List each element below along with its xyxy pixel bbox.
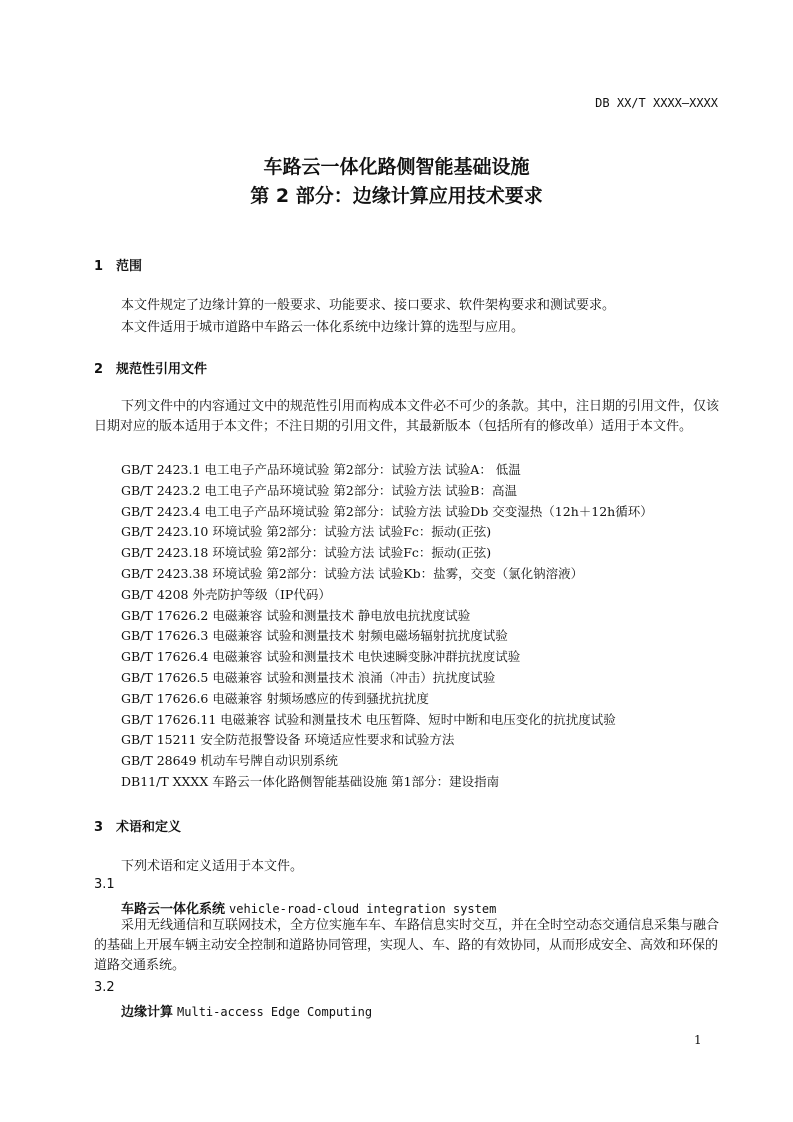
reference-item: GB/T 17626.11 电磁兼容 试验和测量技术 电压暂降、短时中断和电压变化的抗扰度试验 xyxy=(121,712,616,727)
reference-item: GB/T 2423.4 电工电子产品环境试验 第2部分：试验方法 试验Db 交变湿热（12h＋12h循环） xyxy=(121,504,653,519)
page-number: 1 xyxy=(694,1033,702,1047)
document-code: DB XX/T XXXX—XXXX xyxy=(595,96,718,110)
section-number: 3 xyxy=(94,820,104,835)
reference-item: GB/T 17626.2 电磁兼容 试验和测量技术 静电放电抗扰度试验 xyxy=(121,608,471,623)
reference-item: GB/T 17626.6 电磁兼容 射频场感应的传到骚扰抗扰度 xyxy=(121,691,429,706)
scope-paragraph: 本文件适用于城市道路中车路云一体化系统中边缘计算的选型与应用。 xyxy=(121,320,525,335)
term-name-cn: 车路云一体化系统 xyxy=(121,902,226,917)
term-name xyxy=(121,898,496,917)
reference-item: GB/T 17626.4 电磁兼容 试验和测量技术 电快速瞬变脉冲群抗扰度试验 xyxy=(121,649,521,664)
section-title: 规范性引用文件 xyxy=(116,362,208,377)
terms-intro: 下列术语和定义适用于本文件。 xyxy=(121,859,304,874)
reference-item: GB/T 2423.10 环境试验 第2部分：试验方法 试验Fc：振动(正弦) xyxy=(121,524,492,539)
reference-item: GB/T 4208 外壳防护等级（IP代码） xyxy=(121,587,331,602)
reference-item: GB/T 2423.1 电工电子产品环境试验 第2部分：试验方法 试验A： 低温 xyxy=(121,462,521,477)
term-name-en: vehicle-road-cloud integration system xyxy=(229,902,497,916)
document-title: 车路云一体化路侧智能基础设施 xyxy=(263,156,530,178)
scope-paragraph: 本文件规定了边缘计算的一般要求、功能要求、接口要求、软件架构要求和测试要求。 xyxy=(121,298,616,313)
section-title: 范围 xyxy=(116,259,143,274)
section-number: 2 xyxy=(94,362,104,377)
normative-refs-intro: 下列文件中的内容通过文中的规范性引用而构成本文件必不可少的条款。其中，注日期的引用文件，仅该日期对应的版本适用于本文件；不注日期的引用文件，其最新版本（包括所有的修改单）适用于本文件。 xyxy=(94,399,720,434)
reference-item: GB/T 28649 机动车号牌自动识别系统 xyxy=(121,753,338,768)
section-heading-scope xyxy=(94,255,142,274)
term-name xyxy=(121,1001,372,1020)
reference-item: DB11/T XXXX 车路云一体化路侧智能基础设施 第1部分：建设指南 xyxy=(121,774,500,789)
document-subtitle: 第 2 部分：边缘计算应用技术要求 xyxy=(250,185,543,207)
section-number: 1 xyxy=(94,259,104,274)
term-number: 3.1 xyxy=(94,877,115,892)
term-name-en: Multi-access Edge Computing xyxy=(177,1005,373,1019)
reference-item: GB/T 2423.38 环境试验 第2部分：试验方法 试验Kb：盐雾，交变（氯化钠溶液） xyxy=(121,566,584,581)
term-name-cn: 边缘计算 xyxy=(121,1005,174,1020)
reference-item: GB/T 17626.5 电磁兼容 试验和测量技术 浪涌（冲击）抗扰度试验 xyxy=(121,670,496,685)
section-heading-terms xyxy=(94,816,181,835)
term-definition: 采用无线通信和互联网技术，全方位实施车车、车路信息实时交互，并在全时空动态交通信息采集与融合的基础上开展车辆主动安全控制和道路协同管理，实现人、车、路的有效协同，从而形成安全、高效和环保的道路交通系统。 xyxy=(94,918,720,973)
reference-item: GB/T 15211 安全防范报警设备 环境适应性要求和试验方法 xyxy=(121,732,455,747)
section-heading-normative-refs xyxy=(94,358,207,377)
term-number: 3.2 xyxy=(94,980,115,995)
reference-item: GB/T 2423.2 电工电子产品环境试验 第2部分：试验方法 试验B：高温 xyxy=(121,483,517,498)
section-title: 术语和定义 xyxy=(116,820,182,835)
reference-item: GB/T 2423.18 环境试验 第2部分：试验方法 试验Fc：振动(正弦) xyxy=(121,545,492,560)
reference-item: GB/T 17626.3 电磁兼容 试验和测量技术 射频电磁场辐射抗扰度试验 xyxy=(121,628,508,643)
